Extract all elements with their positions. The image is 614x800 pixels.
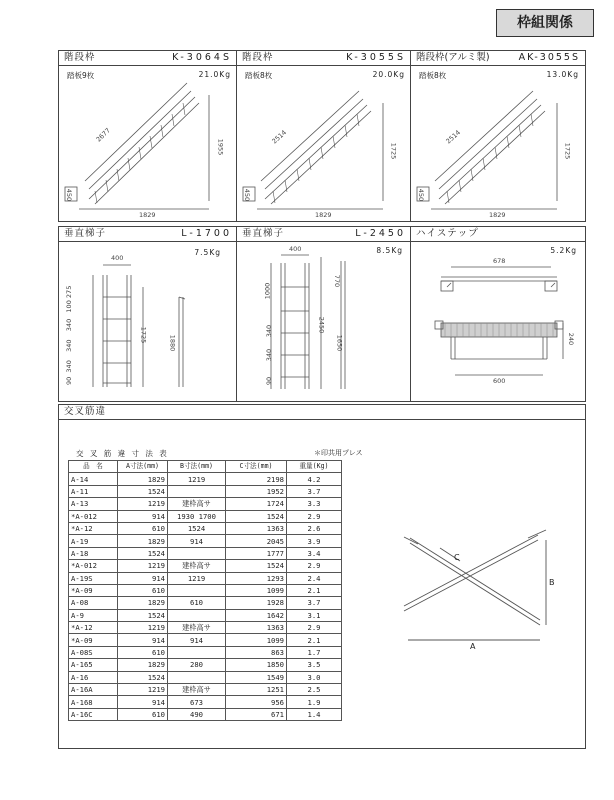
tread-count: 踏板9枚 [67, 71, 95, 80]
side-dims [65, 275, 73, 385]
cell-weight: 3.4 [287, 547, 342, 559]
cell-a: 1219 [118, 560, 168, 572]
product-name: 垂直梯子 [242, 228, 285, 239]
cell-b: 建枠高サ [168, 622, 226, 634]
cell-b: 1524 [168, 522, 226, 534]
cell-weight: 2.9 [287, 560, 342, 572]
cell-weight: 3.1 [287, 609, 342, 621]
dim-total: 1880 [168, 334, 177, 352]
dim-step: 450 [243, 188, 252, 202]
stair-panel-3 [410, 50, 586, 222]
cell-c: 1524 [226, 510, 287, 522]
stair-panel-1 [58, 50, 238, 222]
dim-lower: 1650 [335, 334, 344, 352]
dim-width: 400 [289, 245, 302, 253]
dim-length: 2677 [94, 126, 113, 144]
cell-b [168, 485, 226, 497]
ladder-panel-1 [58, 226, 238, 402]
side-dim: 100 [65, 300, 73, 313]
table-row [69, 659, 342, 671]
highstep-panel [410, 226, 586, 402]
cell-a: 1829 [118, 597, 168, 609]
dim-total: 2450 [317, 316, 326, 334]
cell-c: 1928 [226, 597, 287, 609]
cell-a: 914 [118, 572, 168, 584]
stair-drawing [411, 51, 587, 223]
product-code: K-3055S [346, 52, 406, 63]
cell-name: *A-09 [69, 634, 118, 646]
cell-name: A-18 [69, 547, 118, 559]
stair-drawing [59, 51, 239, 223]
weight: 8.5Kg [376, 246, 403, 255]
cell-weight: 3.7 [287, 485, 342, 497]
cell-a: 1524 [118, 485, 168, 497]
cell-a: 914 [118, 510, 168, 522]
cell-b: 1930 1700 [168, 510, 226, 522]
table-row [69, 560, 342, 572]
cell-c: 1363 [226, 622, 287, 634]
cell-b [168, 584, 226, 596]
table-row [69, 684, 342, 696]
table-title: 交 叉 筋 違 寸 法 表 [76, 449, 169, 458]
table-row [69, 622, 342, 634]
tread-count: 踏板8枚 [245, 71, 273, 80]
dim-length: 2514 [444, 128, 463, 146]
cell-c: 1850 [226, 659, 287, 671]
weight: 7.5Kg [194, 248, 221, 257]
cell-weight: 2.6 [287, 522, 342, 534]
cell-a: 610 [118, 584, 168, 596]
table-row [69, 485, 342, 497]
cell-b: 490 [168, 708, 226, 720]
dim-width: 400 [111, 254, 124, 262]
dim-length: 678 [493, 257, 506, 265]
cell-weight: 1.7 [287, 646, 342, 658]
dim-step: 450 [65, 188, 74, 202]
cell-b: 1219 [168, 473, 226, 485]
cell-c: 2045 [226, 535, 287, 547]
table-row [69, 671, 342, 683]
cell-a: 1829 [118, 473, 168, 485]
col-c: C寸法(mm) [226, 461, 287, 473]
cell-c: 1642 [226, 609, 287, 621]
table-row [69, 547, 342, 559]
product-code: K-3064S [172, 52, 232, 63]
product-name: 階段枠 [64, 52, 96, 63]
cell-weight: 2.9 [287, 510, 342, 522]
weight: 13.0Kg [546, 70, 579, 79]
cell-weight: 1.4 [287, 708, 342, 720]
col-a: A寸法(mm) [118, 461, 168, 473]
cell-a: 610 [118, 522, 168, 534]
product-code: AK-3055S [518, 52, 580, 63]
side-dim: 340 [65, 360, 73, 373]
dim-height: 1725 [139, 326, 148, 344]
dim-width: 1829 [139, 211, 156, 219]
weight: 5.2Kg [550, 246, 577, 255]
cell-name: A-13 [69, 498, 118, 510]
table-row [69, 473, 342, 485]
label-a: A [470, 642, 476, 651]
cell-name: *A-012 [69, 510, 118, 522]
cell-name: A-19 [69, 535, 118, 547]
cell-name: *A-12 [69, 522, 118, 534]
cell-weight: 3.9 [287, 535, 342, 547]
cell-c: 1251 [226, 684, 287, 696]
cell-c: 1724 [226, 498, 287, 510]
table-row [69, 609, 342, 621]
cell-name: A-165 [69, 659, 118, 671]
cell-a: 1829 [118, 535, 168, 547]
cell-c: 1293 [226, 572, 287, 584]
product-name: 階段枠(アルミ製) [416, 52, 490, 63]
table-row [69, 522, 342, 534]
cell-b: 建枠高サ [168, 560, 226, 572]
label-c: C [454, 553, 460, 562]
side-dim: 340 [265, 348, 274, 362]
cell-c: 1099 [226, 634, 287, 646]
cell-a: 1219 [118, 622, 168, 634]
side-dim: 340 [65, 339, 73, 352]
cell-a: 610 [118, 708, 168, 720]
table-row [69, 535, 342, 547]
cell-b: 建枠高サ [168, 498, 226, 510]
dim-width: 600 [493, 377, 506, 385]
side-dim: 90 [265, 376, 274, 386]
cell-b: 914 [168, 634, 226, 646]
cell-c: 1099 [226, 584, 287, 596]
cell-c: 863 [226, 646, 287, 658]
product-code: L-2450 [355, 228, 406, 239]
cell-b [168, 671, 226, 683]
side-dim: 275 [65, 285, 73, 299]
cell-a: 1524 [118, 671, 168, 683]
table-row [69, 510, 342, 522]
table-note: ＊印共用プレス [314, 449, 363, 457]
cell-name: A-16A [69, 684, 118, 696]
stair-panel-2 [236, 50, 412, 222]
cell-name: A-08S [69, 646, 118, 658]
page-title: 枠組関係 [496, 9, 594, 37]
cell-c: 1363 [226, 522, 287, 534]
tread-count: 踏板8枚 [419, 71, 447, 80]
table-row [69, 708, 342, 720]
cell-a: 1524 [118, 547, 168, 559]
side-dim: 90 [65, 376, 73, 385]
cell-weight: 4.2 [287, 473, 342, 485]
cell-b: 673 [168, 696, 226, 708]
dim-step: 450 [417, 188, 426, 202]
dim-height: 1725 [389, 142, 398, 160]
dim-height: 1955 [216, 138, 225, 156]
stair-drawing [237, 51, 413, 223]
cell-a: 1219 [118, 684, 168, 696]
cell-c: 1524 [226, 560, 287, 572]
table-row [69, 498, 342, 510]
bracing-table [68, 460, 342, 721]
cell-name: A-9 [69, 609, 118, 621]
dim-upper: 770 [333, 274, 342, 288]
weight: 21.0Kg [198, 70, 231, 79]
cell-name: *A-09 [69, 584, 118, 596]
ladder-drawing [237, 227, 413, 403]
cell-b: 280 [168, 659, 226, 671]
col-weight: 重量(Kg) [287, 461, 342, 473]
cell-weight: 2.5 [287, 684, 342, 696]
product-name: ハイステップ [416, 228, 479, 239]
cell-b [168, 609, 226, 621]
product-name: 垂直梯子 [64, 228, 107, 239]
table-row [69, 584, 342, 596]
cell-a: 610 [118, 646, 168, 658]
table-row [69, 646, 342, 658]
cell-weight: 1.9 [287, 696, 342, 708]
cell-a: 914 [118, 634, 168, 646]
cell-b: 1219 [168, 572, 226, 584]
cell-name: A-16 [69, 671, 118, 683]
cell-c: 2198 [226, 473, 287, 485]
dim-width: 1829 [489, 211, 506, 219]
product-name: 階段枠 [242, 52, 274, 63]
cell-a: 1829 [118, 659, 168, 671]
cell-c: 671 [226, 708, 287, 720]
product-code: L-1700 [181, 228, 232, 239]
cell-name: A-11 [69, 485, 118, 497]
cell-a: 914 [118, 696, 168, 708]
cell-weight: 3.3 [287, 498, 342, 510]
ladder-panel-2 [236, 226, 412, 402]
cell-name: A-19S [69, 572, 118, 584]
table-row [69, 597, 342, 609]
cell-weight: 3.0 [287, 671, 342, 683]
cell-weight: 2.1 [287, 584, 342, 596]
ladder-drawing [59, 227, 239, 403]
label-b: B [549, 578, 555, 587]
cell-b: 610 [168, 597, 226, 609]
cell-b [168, 646, 226, 658]
dim-length: 2514 [270, 128, 289, 146]
cell-c: 1952 [226, 485, 287, 497]
dim-width: 1829 [315, 211, 332, 219]
dim-height: 1725 [563, 142, 572, 160]
cell-c: 1549 [226, 671, 287, 683]
cell-name: A-14 [69, 473, 118, 485]
cell-weight: 2.1 [287, 634, 342, 646]
cell-name: *A-12 [69, 622, 118, 634]
dim-height: 240 [567, 332, 576, 346]
cell-b: 建枠高サ [168, 684, 226, 696]
cell-a: 1524 [118, 609, 168, 621]
cell-name: A-16C [69, 708, 118, 720]
weight: 20.0Kg [372, 70, 405, 79]
table-row [69, 634, 342, 646]
table-row [69, 696, 342, 708]
side-dim: 340 [65, 318, 73, 332]
cell-weight: 2.4 [287, 572, 342, 584]
cell-name: A-168 [69, 696, 118, 708]
section-title: 交叉筋違 [64, 406, 107, 417]
col-name: 品 名 [69, 461, 118, 473]
side-dim: 340 [265, 324, 274, 338]
cell-b [168, 547, 226, 559]
cell-c: 1777 [226, 547, 287, 559]
cell-a: 1219 [118, 498, 168, 510]
cell-weight: 3.5 [287, 659, 342, 671]
cell-c: 956 [226, 696, 287, 708]
side-dim: 1000 [263, 282, 272, 300]
cell-weight: 2.9 [287, 622, 342, 634]
cell-name: A-08 [69, 597, 118, 609]
table-header [69, 461, 342, 473]
cell-b: 914 [168, 535, 226, 547]
table-row [69, 572, 342, 584]
cell-name: *A-012 [69, 560, 118, 572]
cell-weight: 3.7 [287, 597, 342, 609]
col-b: B寸法(mm) [168, 461, 226, 473]
